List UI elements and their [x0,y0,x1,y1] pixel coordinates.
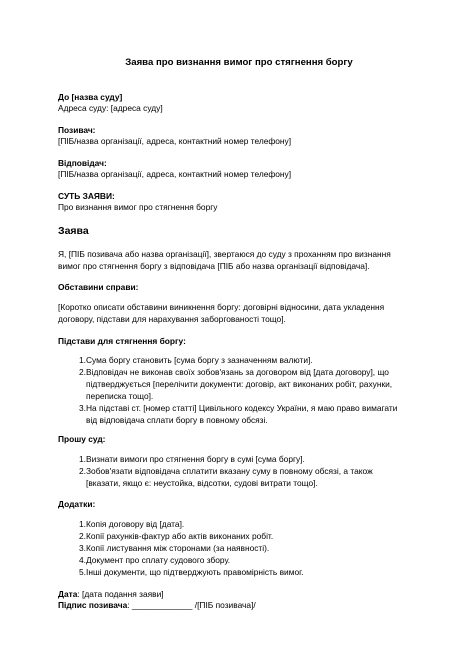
list-item-line: [вказати, якщо є: неустойка, відсотки, судові витрати тощо]. [86,478,318,488]
list-item-line: Інші документи, що підтверджують правомірність вимог. [86,567,304,577]
list-item-line: Визнати вимоги про стягнення боргу в сумі [сума боргу]. [86,454,305,464]
list-item-text [86,566,303,578]
list-item-line: Зобов'язати відповідача сплатити вказану суму в повному обсязі, а також [86,466,373,476]
intro-line-2: вимог про стягнення боргу з відповідача [ПІБ або назва організації відповідача]. [58,261,370,271]
list-item-line: підтверджується [перелічити документи: договір, акт виконаних робіт, рахунки, [86,379,393,389]
plaintiff-label: Позивач: [58,125,96,135]
list-item-number: 2. [79,531,86,541]
list-item-text [86,518,184,530]
signature-value: : _____________ /[ПІБ позивача]/ [127,600,256,610]
list-item-number: 5. [79,567,86,577]
list-item-text [86,554,230,566]
defendant-label: Відповідач: [58,158,107,168]
list-item-number: 3. [79,543,86,553]
document-title: Заява про визнання вимог про стягнення боргу [125,57,353,68]
intro-line-1: Я, [ПІБ позивача або назва організації], звертаюся до суду з проханням про визнання [58,249,391,259]
list-item-number: 4. [79,555,86,565]
plaintiff-info: [ПІБ/назва організації, адреса, контактний номер телефону] [58,136,292,146]
list-item-text [86,530,273,542]
defendant-info: [ПІБ/назва організації, адреса, контактний номер телефону] [58,169,292,179]
list-item-line: Відповідач не виконав своїх зобов'язань за договором від [дата договору], що [86,367,389,377]
court-address: Адреса суду: [адреса суду] [58,103,163,113]
list-item-number: 1. [79,519,86,529]
list-item-number: 1. [79,454,86,464]
list-item-text [86,453,305,465]
list-item-line: Копія договору від [дата]. [86,519,185,529]
list-item-text [86,366,392,402]
list-item-text [86,542,269,554]
list-item-line: від відповідача сплати боргу в повному обсязі. [86,415,268,425]
circumstances-line-2: договору, підстави для нарахування заборгованості тощо]. [58,314,286,324]
request-label: Прошу суд: [58,434,106,444]
circumstances-line-1: [Коротко описати обставини виникнення боргу: договірні відносини, дата укладення [58,302,385,312]
list-item-line: Документ про сплату судового збору. [86,555,231,565]
list-item-number: 3. [79,403,86,413]
statement-heading: Заява [58,225,89,237]
list-item-line: переписка тощо]. [86,391,154,401]
list-item-line: Копії листування між сторонами (за наявності). [86,543,270,553]
list-item-line: На підставі ст. [номер статті] Цивільного кодексу України, я маю право вимагати [86,403,398,413]
grounds-label: Підстави для стягнення боргу: [58,336,186,346]
date-value: : [дата подання заяви] [77,589,164,599]
list-item-line: Копії рахунків-фактур або актів виконаних робіт. [86,531,274,541]
attachments-label: Додатки: [58,499,96,509]
list-item-text [86,402,397,426]
list-item-text [86,465,373,489]
court-label: До [назва суду] [58,92,123,102]
date-line [58,589,164,600]
circumstances-label: Обставини справи: [58,282,139,292]
signature-label: Підпис позивача [58,600,128,610]
list-item-line: Сума боргу становить [сума боргу з зазначенням валюти]. [86,355,313,365]
essence-text: Про визнання вимог про стягнення боргу [58,202,218,212]
list-item-number: 1. [79,355,86,365]
list-item-number: 2. [79,367,86,377]
list-item-text [86,354,313,366]
list-item-number: 2. [79,466,86,476]
date-label: Дата [58,589,78,599]
essence-label: СУТЬ ЗАЯВИ: [58,191,115,201]
signature-line [58,600,256,611]
